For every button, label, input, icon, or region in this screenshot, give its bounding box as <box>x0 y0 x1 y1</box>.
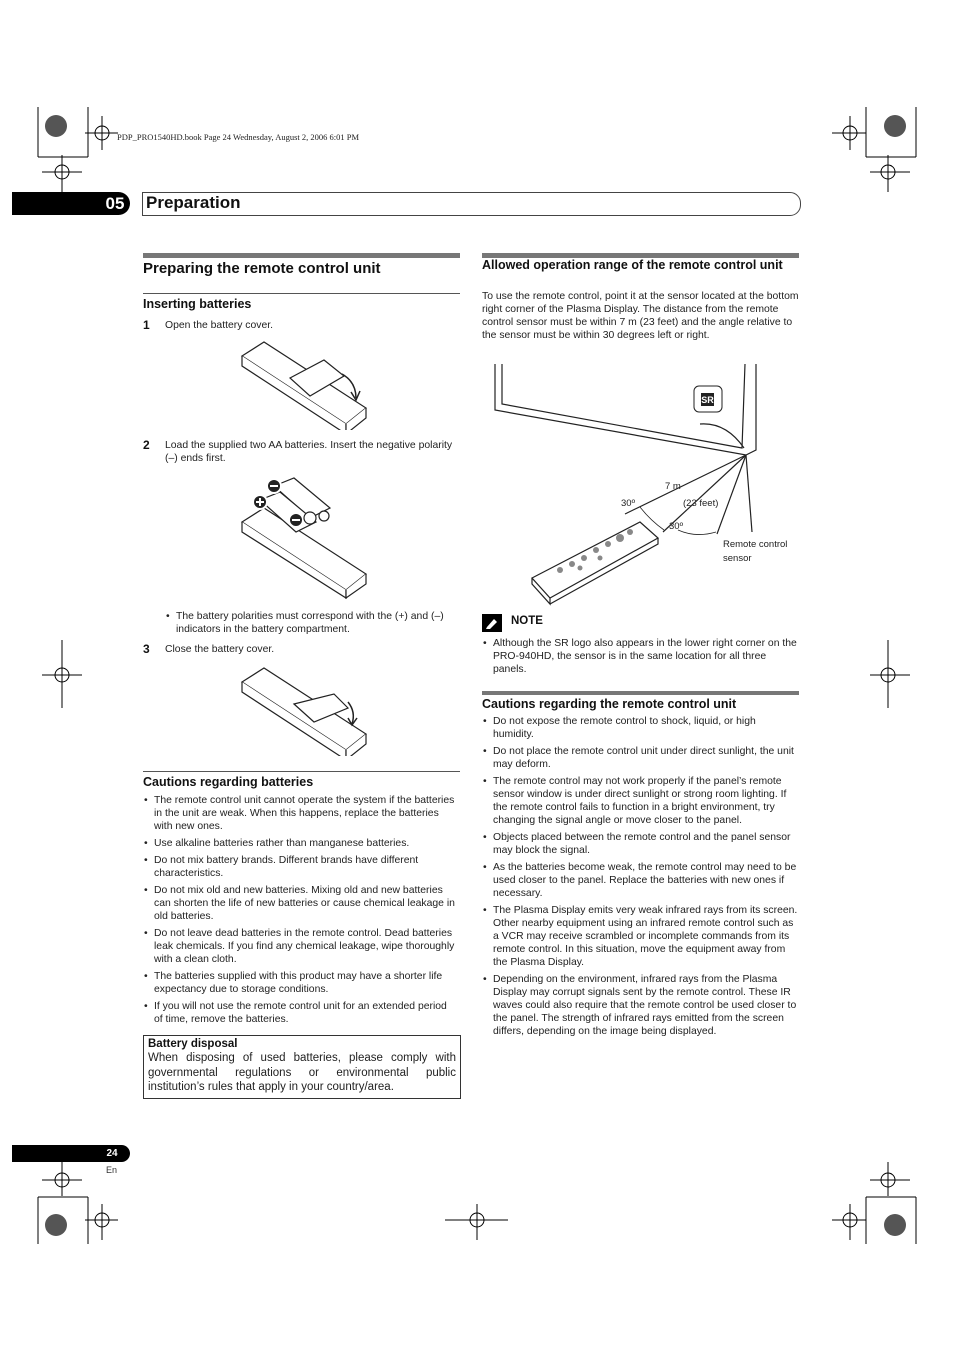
step-3-text: Close the battery cover. <box>165 644 275 655</box>
list-item: • The battery polarities must correspond with the (+) and (–) indicators in the battery compartment. <box>165 610 458 636</box>
range-text: To use the remote control, point it at the sensor located at the bottom right corner of the Plasma Display. The distance from the remote control sensor must be within 7 m (23 feet) and the angle relative to the sensor must be within 30 degrees left or right. <box>482 291 799 341</box>
step-1-text: Open the battery cover. <box>165 320 274 331</box>
list-item: • Do not mix battery brands. Different brands have different characteristics. <box>143 854 458 880</box>
battery-disposal-text: When disposing of used batteries, please comply with governmental regulations or environmental public institution’s rules that apply in your country/area. <box>148 1052 456 1093</box>
page-number: 24 <box>106 1148 118 1159</box>
section-rule <box>482 691 799 695</box>
cautions-batteries-heading: Cautions regarding batteries <box>143 775 314 789</box>
distance-m-label: 7 m <box>665 481 681 492</box>
remote-open-cover-illustration <box>238 338 368 430</box>
list-item: • The remote control unit cannot operate the system if the batteries in the unit are weak. When this happens, replace the batteries with new ones. <box>143 794 458 833</box>
inserting-heading: Inserting batteries <box>143 297 252 311</box>
battery-disposal-title: Battery disposal <box>148 1038 238 1050</box>
page-language: En <box>106 1165 118 1175</box>
cautions-batteries-list <box>143 794 458 1030</box>
angle-left-label: 30º <box>621 498 636 509</box>
operation-range-diagram <box>490 362 802 610</box>
divider <box>143 293 460 294</box>
list-item: • Do not mix old and new batteries. Mixing old and new batteries can shorten the life of new batteries or cause chemical leakage in old batteries. <box>143 884 458 923</box>
list-item: • Do not place the remote control unit under direct sunlight, the unit may deform. <box>482 745 799 771</box>
distance-ft-label: (23 feet) <box>683 498 719 509</box>
list-item: • If you will not use the remote control unit for an extended period of time, remove the batteries. <box>143 1000 458 1026</box>
polarity-note <box>165 610 458 640</box>
note-list <box>482 637 799 680</box>
chapter-number: 05 <box>105 194 125 213</box>
step-2-number: 2 <box>143 438 150 452</box>
section-title: Preparing the remote control unit <box>143 260 381 277</box>
remote-close-cover-illustration <box>238 664 368 756</box>
list-item: • Depending on the environment, infrared rays from the Plasma Display may corrupt signals sent by the remote control. These IR waves could also require that the remote control be used closer to the panel. The strength of infrared rays emitted from the screen differs, depending on the image being displayed. <box>482 973 799 1038</box>
section-rule <box>143 253 460 258</box>
list-item: • The remote control may not work properly if the panel’s remote sensor window is under direct sunlight or strong room lighting. If the remote control fails to function in a bright environment, try changing the signal angle or move closer to the panel. <box>482 775 799 827</box>
chapter-bar <box>142 192 801 216</box>
angle-right-label: 30º <box>669 521 684 532</box>
step-2-text: Load the supplied two AA batteries. Insert the negative polarity (–) ends first. <box>165 440 453 464</box>
note-label: NOTE <box>511 615 543 627</box>
list-item: • As the batteries become weak, the remote control may need to be used closer to the panel. Replace the batteries with new ones if necessary. <box>482 861 799 900</box>
list-item: • Although the SR logo also appears in the lower right corner on the PRO-940HD, the sensor is in the same location for all three panels. <box>482 637 799 676</box>
sensor-label-line-1: Remote control <box>723 539 788 550</box>
battery-disposal-box <box>143 1035 461 1099</box>
list-item: • Use alkaline batteries rather than manganese batteries. <box>143 837 458 850</box>
list-item: • Do not expose the remote control to shock, liquid, or high humidity. <box>482 715 799 741</box>
range-heading: Allowed operation range of the remote control unit <box>482 258 783 272</box>
step-3-number: 3 <box>143 642 150 656</box>
list-item: • Objects placed between the remote control and the panel sensor may block the signal. <box>482 831 799 857</box>
list-item: • The Plasma Display emits very weak infrared rays from its screen. Other nearby equipment using an infrared remote control such as a VCR may receive scrambled or incomplete commands from its remote control. In this situation, move the equipment away from the Plasma Display. <box>482 904 799 969</box>
list-item: • The batteries supplied with this product may have a shorter life expectancy due to storage conditions. <box>143 970 458 996</box>
list-item: • Do not leave dead batteries in the remote control. Dead batteries leak chemicals. If you find any chemical leakage, wipe thoroughly with a clean cloth. <box>143 927 458 966</box>
remote-cautions-heading: Cautions regarding the remote control unit <box>482 697 737 711</box>
sr-logo-text: SR <box>701 395 714 405</box>
remote-cautions-list <box>482 715 799 1042</box>
print-info: PDP_PRO1540HD.book Page 24 Wednesday, August 2, 2006 6:01 PM <box>117 132 360 142</box>
step-1-number: 1 <box>143 318 150 332</box>
sensor-label-line-2: sensor <box>723 553 752 564</box>
note-icon <box>482 614 502 632</box>
battery-insert-illustration <box>238 474 368 600</box>
chapter-title: Preparation <box>146 193 241 212</box>
divider <box>143 771 460 772</box>
